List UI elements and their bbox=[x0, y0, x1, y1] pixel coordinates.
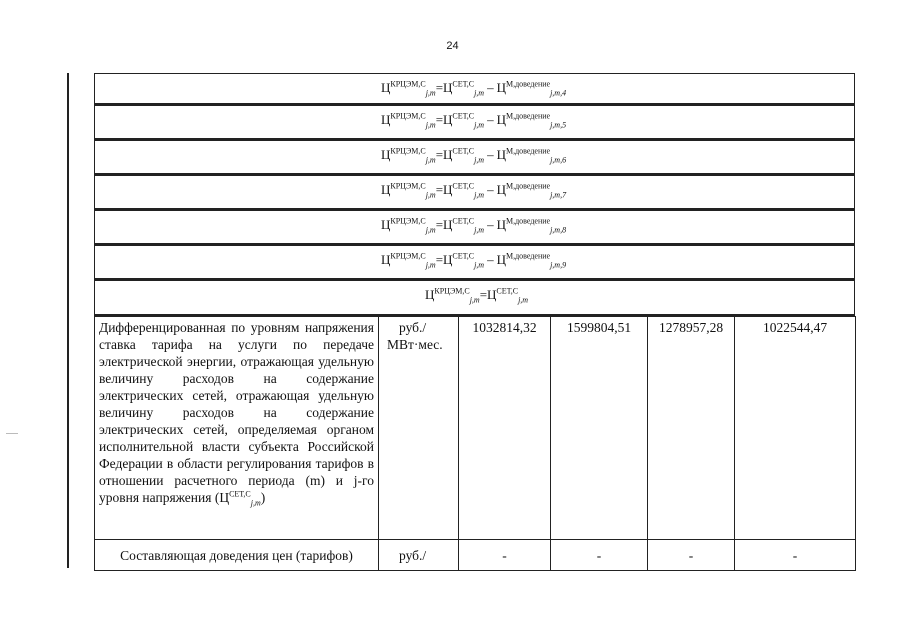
formula: $Ц^{КРЦЭМ,С}_{j,m}=Ц^{СЕТ,С}_{j,m} - Ц^{М,доведение}_{j,m,7}$ bbox=[381, 181, 567, 200]
value-cell: 1599804,51 bbox=[551, 317, 648, 540]
formula-row bbox=[94, 210, 855, 245]
row-unit: руб./ МВт·мес. bbox=[379, 317, 459, 540]
value-cell: 1022544,47 bbox=[735, 317, 856, 540]
table-row-differentiated bbox=[95, 317, 856, 540]
formula: $Ц^{КРЦЭМ,С}_{j,m}=Ц^{СЕТ,С}_{j,m} - Ц^{М,доведение}_{j,m,5}$ bbox=[381, 111, 567, 130]
page-number: 24 bbox=[446, 40, 459, 52]
scan-edge-mark bbox=[6, 433, 18, 434]
table-row-component bbox=[95, 540, 856, 571]
formula: $Ц^{КРЦЭМ,С}_{j,m}=Ц^{СЕТ,С}_{j,m} - Ц^{М,доведение}_{j,m,8}$ bbox=[381, 216, 567, 235]
formula: $Ц^{КРЦЭМ,С}_{j,m}=Ц^{СЕТ,С}_{j,m} - Ц^{М,доведение}_{j,m,4}$ bbox=[381, 79, 567, 98]
formula-row bbox=[94, 245, 855, 280]
value-cell: 1278957,28 bbox=[648, 317, 735, 540]
formula-final: $Ц^{КРЦЭМ,С}_{j,m}=Ц^{СЕТ,С}_{j,m}$ bbox=[425, 286, 529, 305]
value-cell: - bbox=[551, 540, 648, 571]
value-cell: - bbox=[735, 540, 856, 571]
value-cell: - bbox=[648, 540, 735, 571]
row-description: Дифференцированная по уровням напряжения ставка тарифа на услуги по передаче электрической энергии, отражающая удельную величину расходов на содержание электрических сетей, отражающая удельную величину расходов на содержание электрических сетей, определяемая органом исполнительной власти субъекта Российской Федерации в области регулирования тарифов в отношении расчетного периода (m) и j-го уровня напряжения $(Ц^{СЕТ,С}_{j,m})$ bbox=[95, 317, 379, 540]
formula-row bbox=[94, 175, 855, 210]
table-outer-border bbox=[67, 73, 69, 568]
formula-row bbox=[94, 105, 855, 140]
row-unit: руб./ bbox=[379, 540, 459, 571]
formula: $Ц^{КРЦЭМ,С}_{j,m}=Ц^{СЕТ,С}_{j,m} - Ц^{М,доведение}_{j,m,6}$ bbox=[381, 146, 567, 165]
row-description: Составляющая доведения цен (тарифов) bbox=[95, 540, 379, 571]
value-cell: - bbox=[459, 540, 551, 571]
formula: $Ц^{КРЦЭМ,С}_{j,m}=Ц^{СЕТ,С}_{j,m} - Ц^{М,доведение}_{j,m,9}$ bbox=[381, 251, 567, 270]
value-cell: 1032814,32 bbox=[459, 317, 551, 540]
formula-row bbox=[94, 140, 855, 175]
formula-row bbox=[94, 73, 855, 105]
tariff-table bbox=[94, 316, 856, 571]
formula-row-final bbox=[94, 280, 855, 316]
